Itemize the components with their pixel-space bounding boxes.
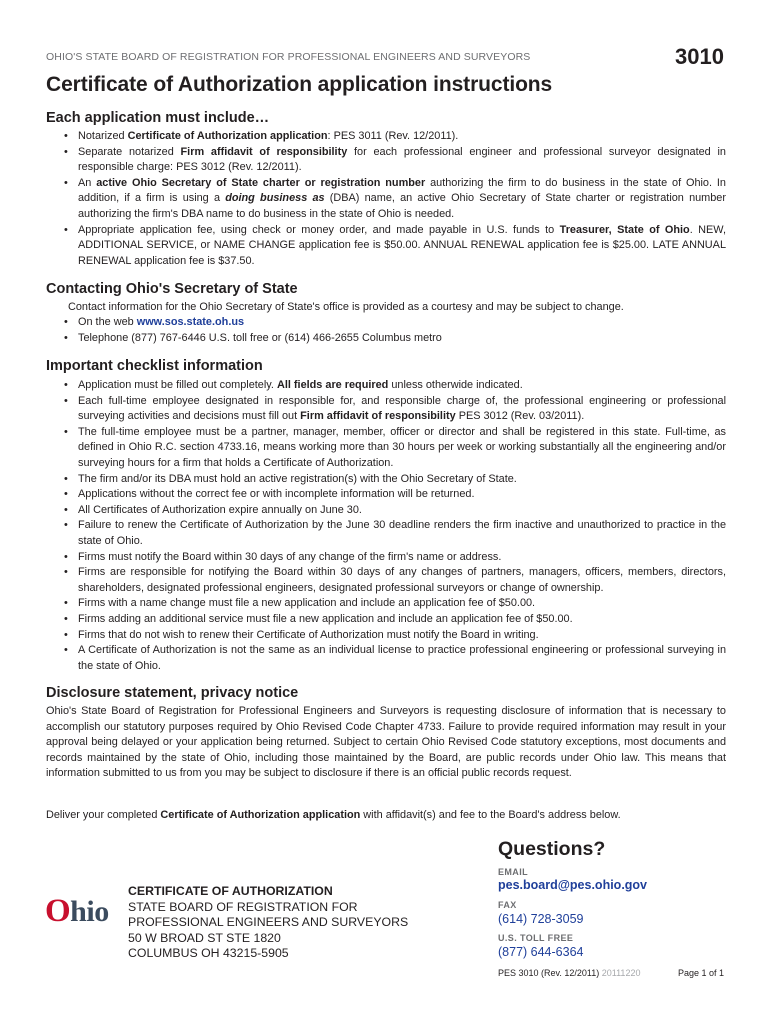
item-text: Separate notarized: [78, 145, 181, 158]
item-text: . NEW, ADDITIONAL SERVICE, or NAME CHANGE application fee is $50.00. ANNUAL RENEWAL application fee is $25.00. LATE ANNUAL RENEWAL application fee is $37.50.: [78, 223, 727, 267]
list-item: [62, 378, 726, 394]
item-text: Telephone (877) 767-6446 U.S. toll free or (614) 466-2655 Columbus metro: [78, 331, 442, 344]
form-revision-text: PES 3010 (Rev. 12/2011): [498, 968, 600, 978]
emphasis-text: Firm affidavit of responsibility: [300, 410, 456, 423]
item-text: All Certificates of Authorization expire annually on June 30.: [78, 503, 362, 516]
item-text: Firms adding an additional service must file a new application and include an application fee of $50.00.: [78, 612, 573, 625]
item-text: Firms are responsible for notifying the Board within 30 days of any changes of partners, managers, officers, members, directors, shareholders, designated professional engineers, designated professional surveyors or change of ownership.: [78, 566, 726, 594]
page-title: Certificate of Authorization application instructions: [46, 73, 553, 96]
address-line-5: COLUMBUS OH 43215-5905: [128, 946, 289, 961]
list-item: [62, 176, 726, 223]
item-text: An: [78, 176, 97, 189]
list-item: [62, 487, 726, 503]
section-heading-disclosure: Disclosure statement, privacy notice: [46, 685, 299, 701]
must-include-list: [62, 129, 726, 269]
email-link[interactable]: pes.board@pes.ohio.gov: [498, 878, 648, 892]
list-item: [62, 223, 726, 270]
list-item: [62, 643, 726, 674]
item-text: Applications without the correct fee or with incomplete information will be returned.: [78, 488, 475, 501]
list-item: [62, 565, 726, 596]
list-item: [62, 612, 726, 628]
toll-free-label: U.S. TOLL FREE: [498, 933, 574, 943]
email-label: EMAIL: [498, 867, 528, 877]
emphasis-text: Firm affidavit of responsibility: [180, 145, 348, 158]
item-text: : PES 3011 (Rev. 12/2011).: [327, 130, 459, 142]
address-line-1: CERTIFICATE OF AUTHORIZATION: [128, 884, 333, 898]
item-text: Firms that do not wish to renew their Certificate of Authorization must notify the Board in writing.: [78, 628, 539, 641]
emphasis-text: Treasurer, State of Ohio: [559, 223, 690, 236]
fax-number: (614) 728-3059: [498, 912, 584, 926]
item-text: On the web: [78, 316, 137, 328]
item-text: Failure to renew the Certificate of Authorization by the June 30 deadline renders the firm inactive and unauthorized to practice in the state of Ohio.: [78, 519, 726, 547]
item-text: (DBA) name, an active Ohio Secretary of State charter or registration number authorizing the firm's DBA name to do business in the state of Ohio is needed.: [78, 192, 726, 220]
list-item: [62, 596, 726, 612]
web-link[interactable]: www.sos.state.oh.us: [136, 316, 245, 328]
ohio-logo-o: O: [45, 893, 71, 929]
emphasis-text: Certificate of Authorization application: [127, 130, 328, 142]
disclosure-text: Ohio's State Board of Registration for Professional Engineers and Surveyors is requesting disclosure of information that is necessary to accomplish our statutory purposes required by Ohio Revised Code Chapter 4733. Failure to provide required information may result in your approval being delayed or your application being returned. Subject to certain Ohio Revised Code statutory exceptions, most documents and records maintained by the state of Ohio, including those maintained by the Board, are public records under Ohio law. This means that information submitted to us from you may be subject to disclosure if there is an official public records request.: [46, 705, 726, 780]
emphasis-text: active Ohio Secretary of State charter or registration number: [96, 176, 426, 189]
list-item: [62, 145, 726, 176]
deliver-text-bold: Certificate of Authorization application: [160, 809, 361, 821]
emphasis-text: doing business as: [225, 192, 325, 205]
section-heading-contact-sos: Contacting Ohio's Secretary of State: [46, 281, 298, 297]
ohio-logo: [45, 893, 125, 930]
item-text: The firm and/or its DBA must hold an active registration(s) with the Ohio Secretary of State.: [78, 472, 517, 485]
section-heading-checklist: Important checklist information: [46, 358, 263, 374]
list-item: [62, 394, 726, 425]
toll-free-number: (877) 644-6364: [498, 945, 584, 959]
agency-name: OHIO'S STATE BOARD OF REGISTRATION FOR PROFESSIONAL ENGINEERS AND SURVEYORS: [46, 51, 531, 63]
address-line-4: 50 W BROAD ST STE 1820: [128, 930, 281, 945]
address-line-3: PROFESSIONAL ENGINEERS AND SURVEYORS: [128, 915, 409, 930]
page-indicator: Page 1 of 1: [677, 968, 724, 978]
checklist-list: [62, 378, 726, 674]
section-heading-must-include: Each application must include…: [46, 110, 270, 126]
deliver-text-after: with affidavit(s) and fee to the Board's address below.: [360, 809, 621, 821]
list-item: [62, 129, 726, 145]
form-code: 20111220: [601, 968, 641, 978]
item-text: Notarized: [78, 130, 128, 142]
deliver-instruction: [46, 808, 621, 824]
item-text: Firms with a name change must file a new application and include an application fee of $50.00.: [78, 597, 536, 610]
item-text: The full-time employee must be a partner, manager, member, officer or director and shall be registered in this state. Full-time, as defined in Ohio R.C. section 4733.16, means working more than 30 hours per week or working substantially all the engineering and/or surveying hours for a firm that holds a Certificate of Authorization.: [78, 425, 726, 469]
item-text: Each full-time employee designated in responsible for, and responsible charge of, the professional engineering or professional surveying activities and decisions must fill out: [78, 394, 726, 423]
list-item: [62, 315, 726, 331]
deliver-text-before: Deliver your completed: [46, 809, 161, 821]
list-item: [62, 331, 726, 347]
form-number: 3010: [675, 44, 724, 69]
form-revision: [498, 968, 640, 978]
contact-sos-list: [62, 315, 726, 346]
item-text: Application must be filled out completely.: [78, 379, 277, 391]
address-line-2: STATE BOARD OF REGISTRATION FOR: [128, 899, 358, 914]
board-address: [128, 884, 408, 962]
item-text: Appropriate application fee, using check or money order, and made payable in U.S. funds to: [78, 223, 560, 236]
item-text: authorizing the firm to do business in the state of Ohio. In addition, if a firm is using a: [78, 176, 726, 205]
ohio-logo-rest: hio: [70, 895, 109, 928]
ohio-logo-text: [45, 895, 109, 928]
item-text: A Certificate of Authorization is not the same as an individual license to practice professional engineering or professional surveying in the state of Ohio.: [78, 644, 726, 672]
list-item: [62, 425, 726, 472]
fax-label: FAX: [498, 900, 517, 910]
list-item: [62, 518, 726, 549]
item-text: Firms must notify the Board within 30 days of any change of the firm's name or address.: [78, 550, 502, 563]
list-item: [62, 472, 726, 488]
list-item: [62, 503, 726, 519]
contact-sos-intro: Contact information for the Ohio Secretary of State's office is provided as a courtesy and may be subject to change.: [68, 301, 624, 313]
list-item: [62, 550, 726, 566]
item-text: unless otherwide indicated.: [388, 379, 523, 391]
list-item: [62, 628, 726, 644]
questions-heading: Questions?: [498, 838, 606, 860]
item-text: for each professional engineer and professional surveyor designated in responsible charge: PES 3012 (Rev. 12/2011).: [78, 145, 726, 174]
emphasis-text: All fields are required: [276, 379, 389, 391]
item-text: PES 3012 (Rev. 03/2011).: [455, 410, 585, 423]
